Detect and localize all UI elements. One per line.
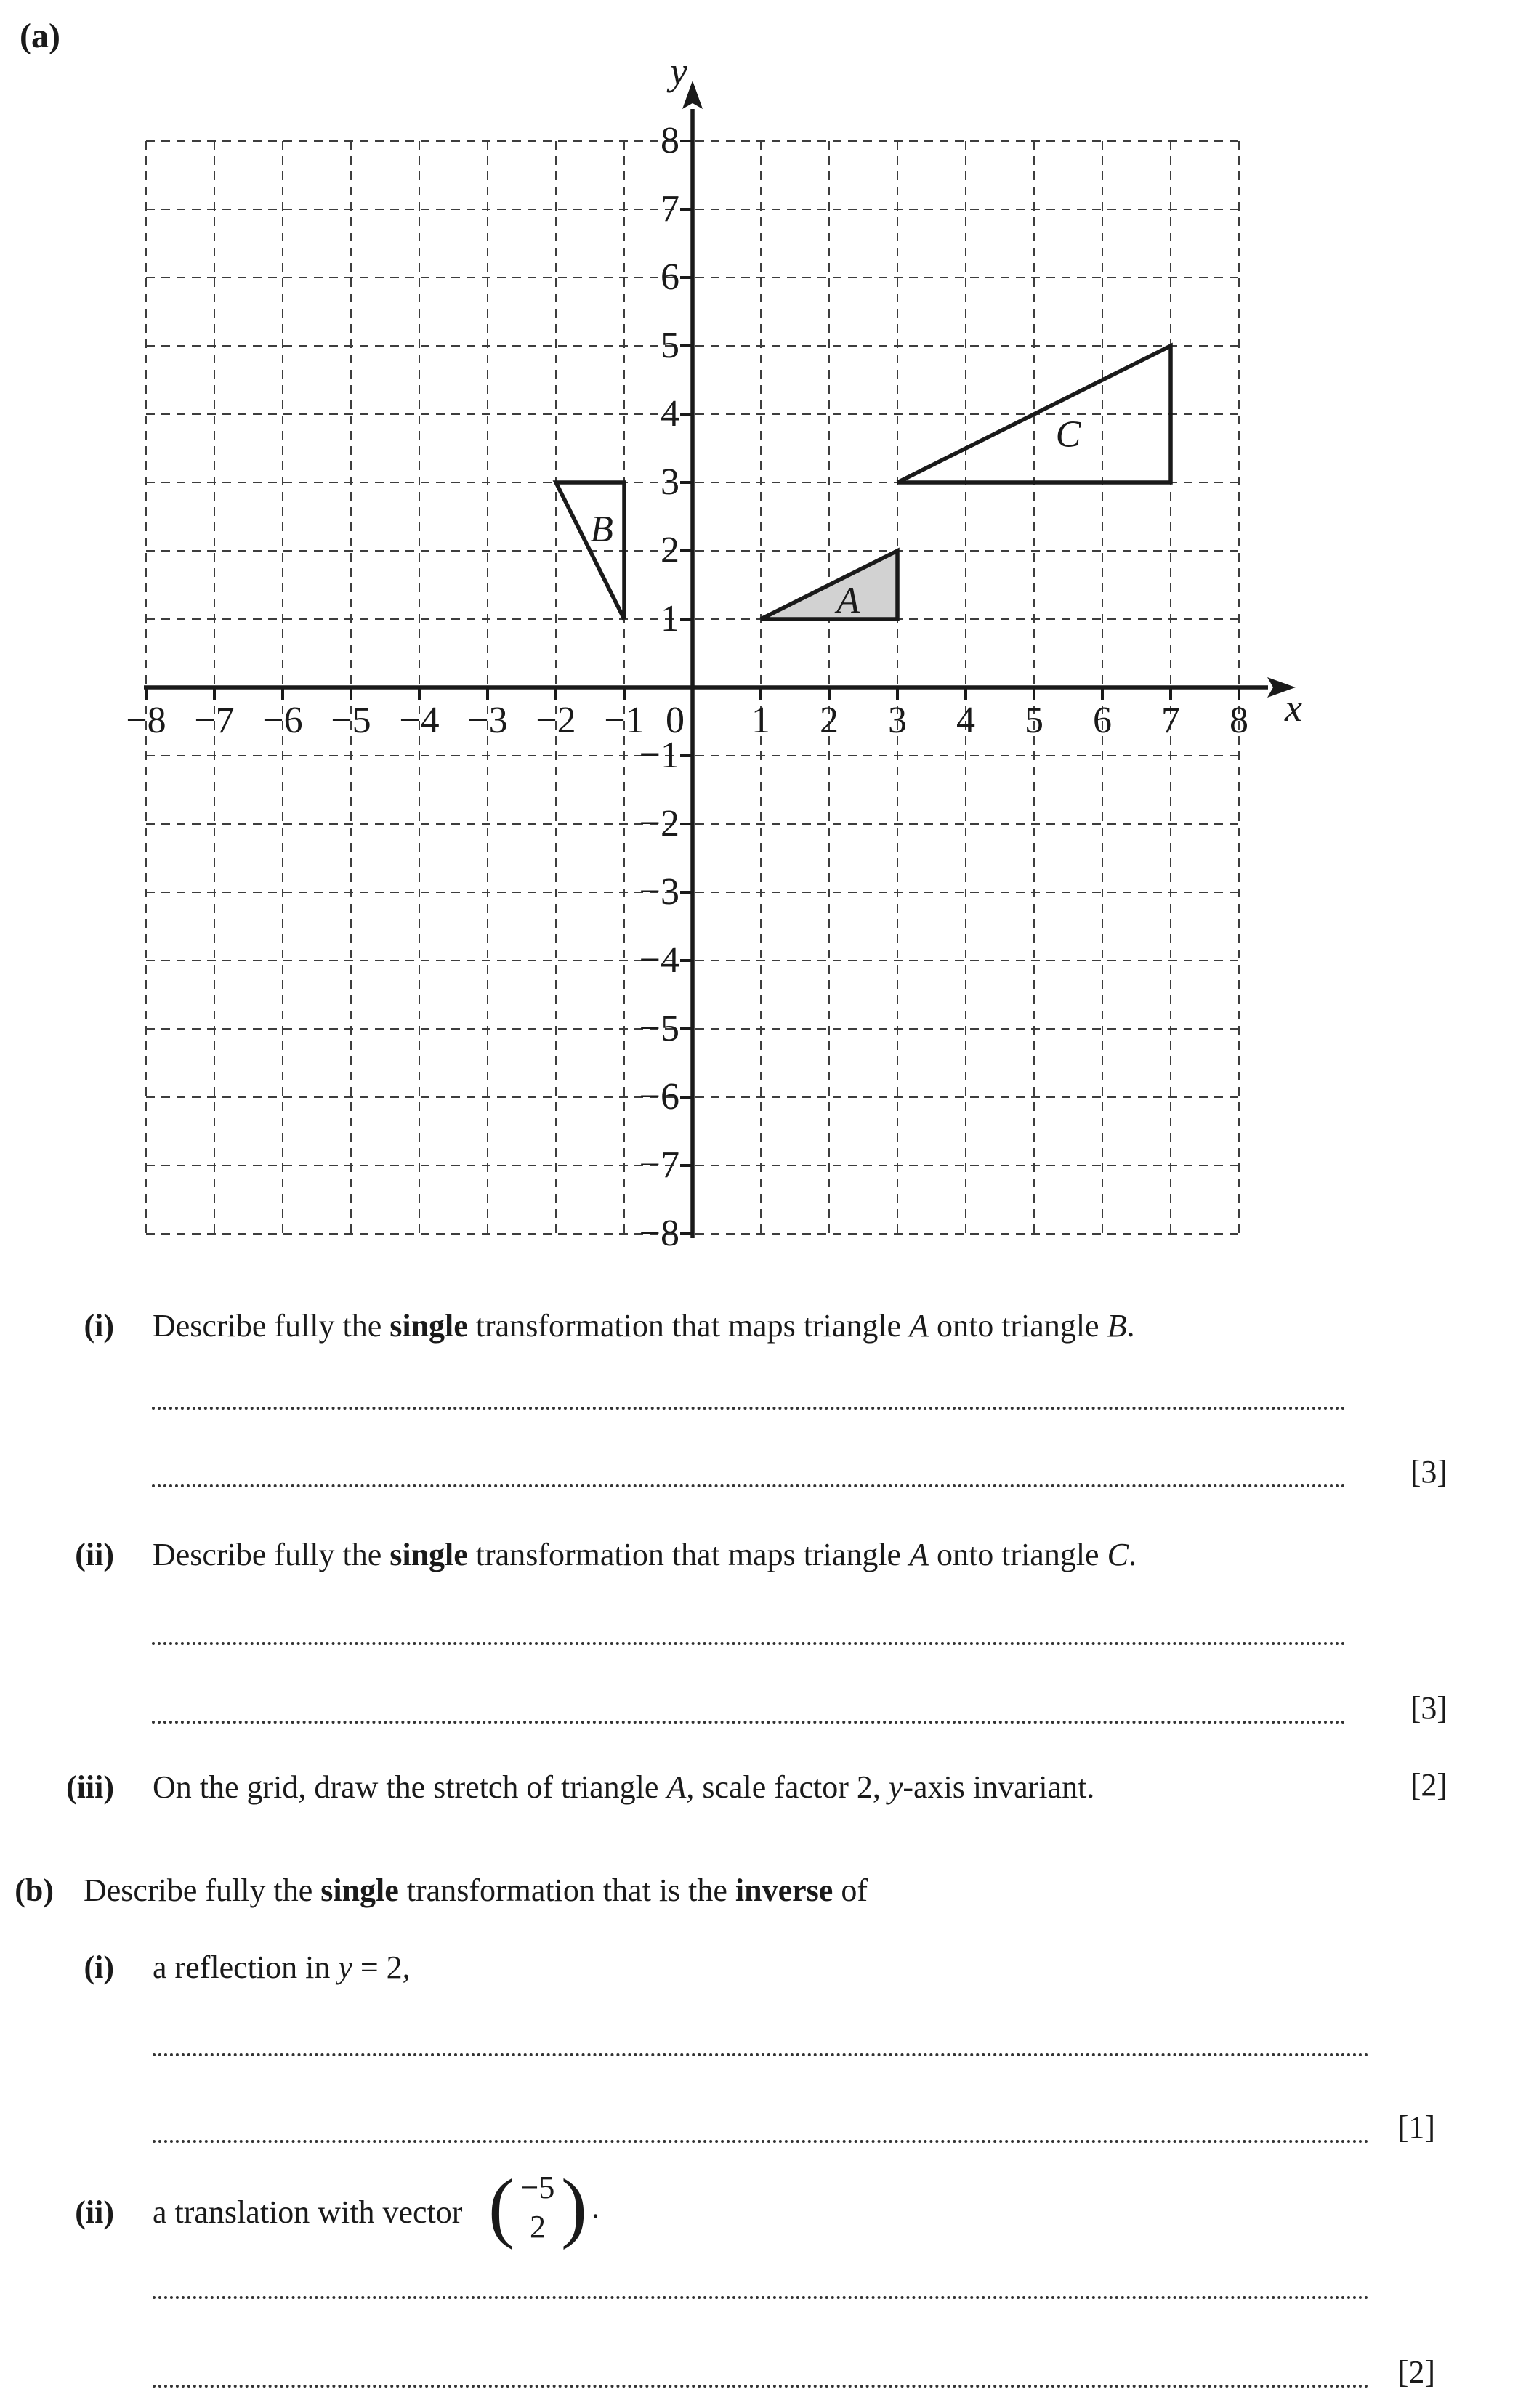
question-a-iii-marker: (iii) [66,1769,114,1805]
vector-left-paren: ( [488,2164,514,2250]
answer-line [152,1484,1346,1487]
svg-text:1: 1 [661,598,679,639]
answer-line [152,1642,1346,1645]
svg-text:5: 5 [661,325,679,366]
svg-text:6: 6 [1093,700,1112,741]
svg-text:3: 3 [661,461,679,503]
vector-right-paren: ) [560,2164,587,2250]
answer-line [153,2385,1369,2388]
svg-text:−2: −2 [639,803,679,844]
question-b-i-marker: (i) [84,1950,114,1985]
answer-line [152,1721,1346,1724]
vector-bottom-component: 2 [529,2209,546,2245]
marks-a-ii: [3] [1410,1690,1448,1726]
question-a-ii-text: Describe fully the single transformation that maps triangle A onto triangle C. [153,1537,1137,1572]
marks-a-i: [3] [1410,1454,1448,1490]
vector-top-component: −5 [520,2170,555,2205]
svg-text:−4: −4 [639,940,679,981]
svg-text:4: 4 [661,393,679,435]
part-b-intro-text: Describe fully the single transformation that is the inverse of [84,1872,868,1908]
svg-text:−5: −5 [639,1008,679,1049]
svg-text:2: 2 [661,530,679,571]
svg-text:−1: −1 [639,735,679,776]
column-vector [488,2165,600,2250]
svg-text:−3: −3 [639,871,679,913]
x-axis-title: x [1285,686,1302,730]
svg-text:1: 1 [751,700,770,741]
triangle-label-C: C [1055,413,1081,456]
vector-period: . [591,2189,600,2225]
svg-text:8: 8 [661,120,679,161]
svg-text:7: 7 [1161,700,1180,741]
svg-text:−8: −8 [126,700,166,741]
svg-text:−6: −6 [639,1076,679,1118]
marks-b-i: [1] [1397,2109,1435,2145]
svg-text:7: 7 [661,188,679,230]
triangle-label-A: A [836,580,860,622]
svg-text:−1: −1 [604,700,645,741]
svg-text:−8: −8 [639,1213,679,1254]
svg-text:−5: −5 [331,700,371,741]
answer-line [153,2053,1369,2056]
svg-text:4: 4 [956,700,975,741]
marks-b-ii: [2] [1397,2354,1435,2390]
triangle-label-B: B [590,508,613,550]
part-a-label: (a) [20,17,60,55]
question-b-ii-text: a translation with vector [153,2194,463,2230]
svg-text:8: 8 [1230,700,1248,741]
question-b-ii-marker: (ii) [75,2194,114,2230]
svg-text:−6: −6 [262,700,303,741]
axes [144,109,1268,1238]
svg-text:6: 6 [661,256,679,298]
marks-a-iii: [2] [1410,1767,1448,1803]
answer-line [152,1407,1346,1410]
svg-text:−3: −3 [467,700,508,741]
svg-text:−7: −7 [639,1144,679,1186]
part-b-label: (b) [15,1872,54,1908]
svg-text:3: 3 [888,700,907,741]
question-a-i-text: Describe fully the single transformation that maps triangle A onto triangle B. [153,1308,1135,1344]
y-axis-title: y [670,49,687,93]
question-a-iii-text: On the grid, draw the stretch of triangle A, scale factor 2, y-axis invariant. [153,1769,1095,1805]
svg-text:−2: −2 [536,700,576,741]
question-a-ii-marker: (ii) [75,1537,114,1572]
answer-line [153,2140,1369,2143]
svg-text:2: 2 [820,700,839,741]
svg-text:5: 5 [1025,700,1043,741]
answer-line [153,2296,1369,2299]
question-b-i-text: a reflection in y = 2, [153,1950,411,1985]
origin-label: 0 [666,700,685,741]
svg-text:−7: −7 [194,700,235,741]
svg-text:−4: −4 [399,700,440,741]
question-a-i-marker: (i) [84,1308,114,1344]
